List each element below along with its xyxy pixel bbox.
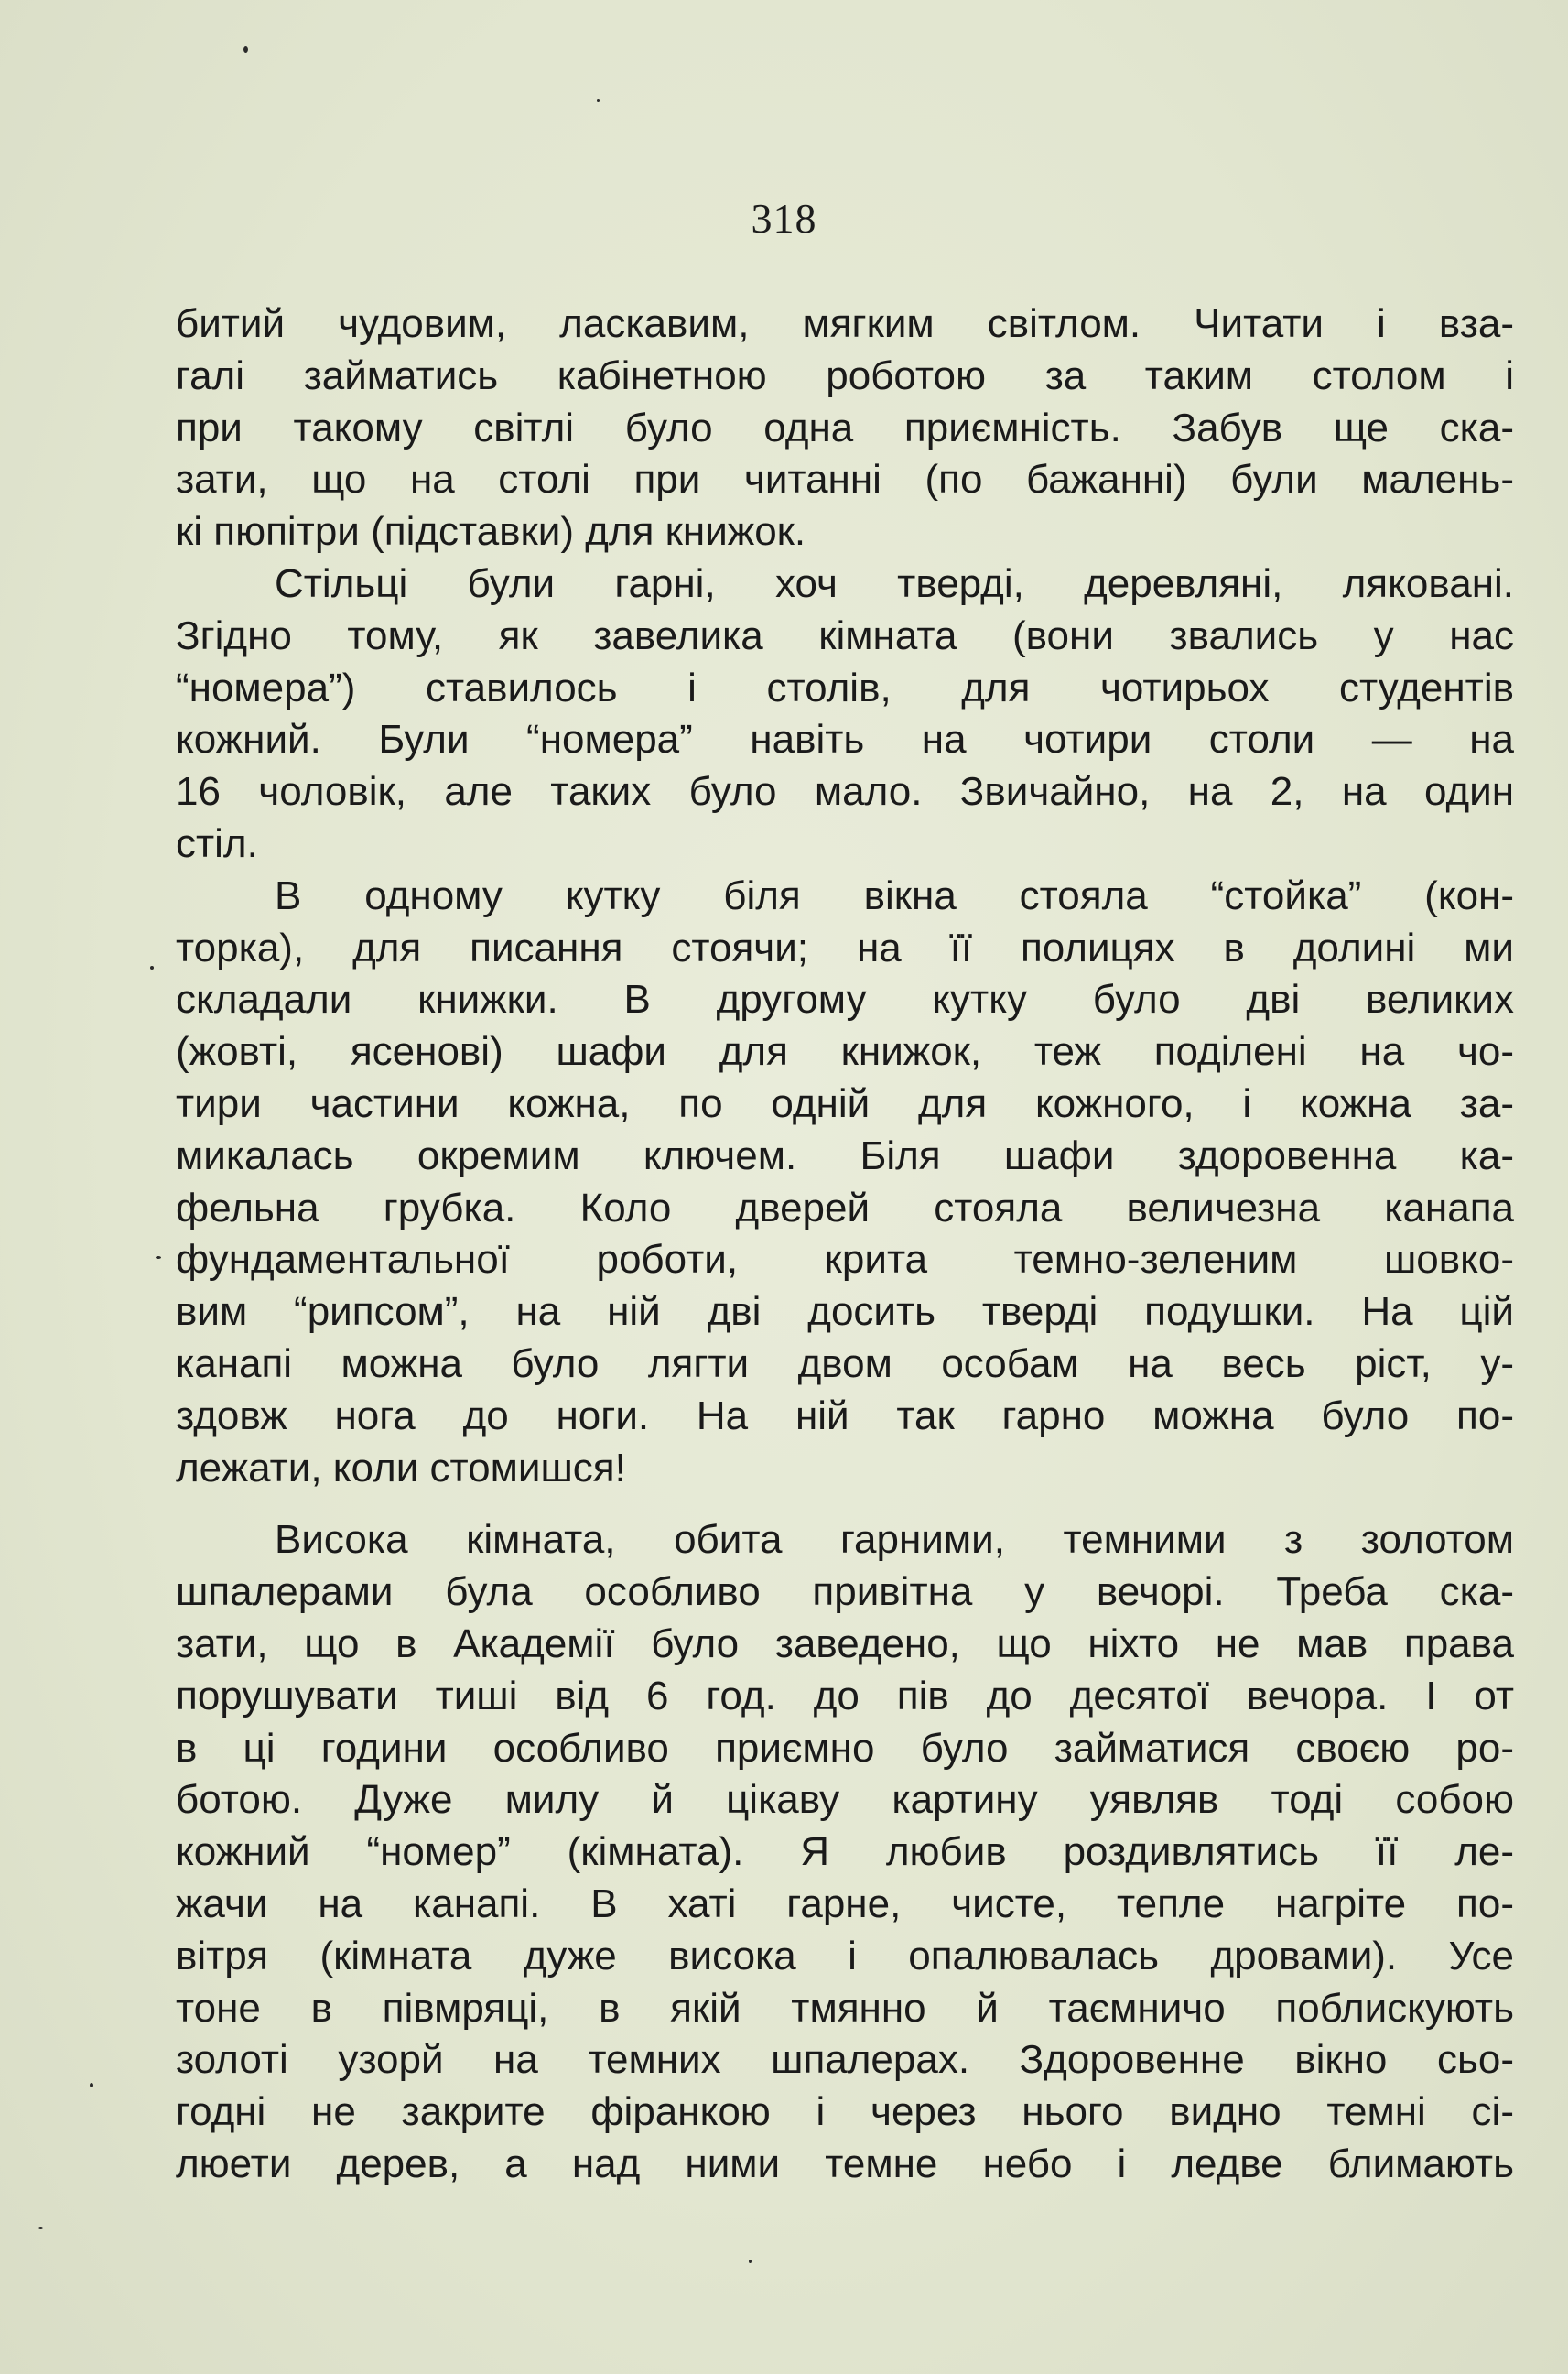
text-line: кожний “номер” (кімната). Я любив роздивлятись її ле- [176,1829,1514,1875]
text-line: вим “рипсом”, на ній дві досить тверді подушки. На цій [176,1289,1514,1335]
text-line: битий чудовим, ласкавим, мягким світлом. Читати і вза- [176,301,1514,346]
text-line: золоті узорй на темних шпалерах. Здоровенне вікно сьо- [176,2037,1514,2083]
text-line: в ці години особливо приємно було займатися своєю ро- [176,1725,1514,1771]
speck [243,46,248,53]
paragraph-gap [176,1494,1514,1514]
text-line: зати, що в Академії було заведено, що ніхто не мав права [176,1621,1514,1666]
text-line: микалась окремим ключем. Біля шафи здоровенна ка- [176,1133,1514,1178]
text-line: Стільці були гарні, хоч тверді, деревляні, ляковані. [275,560,1514,606]
speck [156,1256,161,1259]
speck [150,966,154,970]
text-line: годні не закрите фіранкою і через нього видно темні сі- [176,2089,1514,2135]
text-line: кожний. Були “номера” навіть на чотири столи — на [176,717,1514,763]
text-line: 16 чоловік, але таких було мало. Звичайно, на 2, на один [176,769,1514,815]
text-line: тири частини кожна, по одній для кожного, і кожна за- [176,1080,1514,1126]
page-number: 318 [751,195,817,242]
text-line: (жовті, ясенові) шафи для книжок, теж поділені на чо- [176,1029,1514,1075]
text-line: фундаментальної роботи, крита темно-зеленим шовко- [176,1237,1514,1283]
text-line: вітря (кімната дуже висока і опалювалась дровами). Усе [176,1933,1514,1978]
text-line: Висока кімната, обита гарними, темними з золотом [275,1517,1514,1563]
text-line: кі пюпітри (підставки) для книжок. [176,509,806,555]
paragraph [176,871,1514,1495]
text-line: стіл. [176,820,258,866]
text-line: складали книжки. В другому кутку було дві великих [176,977,1514,1023]
text-line: лежати, коли стомишся! [176,1445,626,1491]
text-line: торка), для писання стоячи; на її полицях в долині ми [176,925,1514,970]
text-line: шпалерами була особливо привітна у вечорі. Треба ска- [176,1569,1514,1615]
text-line: жачи на канапі. В хаті гарне, чисте, тепле нагріте по- [176,1881,1514,1926]
text-line: Згідно тому, як завелика кімната (вони звались у нас [176,612,1514,658]
speck [90,2083,93,2087]
body-text [176,298,1514,2191]
paragraph [176,298,1514,558]
text-line: зати, що на столі при читанні (по бажанні) були малень- [176,457,1514,503]
speck [597,99,600,102]
paragraph [176,1514,1514,2190]
text-line: фельна грубка. Коло дверей стояла величезна канапа [176,1185,1514,1230]
text-line: ботою. Дуже милу й цікаву картину уявляв тоді собою [176,1777,1514,1823]
text-line: люети дерев, а над ними темне небо і ледве блимають [176,2141,1514,2186]
text-line: порушувати тиші від 6 год. до пів до десятої вечора. І от [176,1673,1514,1718]
text-line: галі займатись кабінетною роботою за таким столом і [176,352,1514,398]
text-line: тоне в півмряці, в якій тмянно й таємничо поблискують [176,1985,1514,2031]
speck [38,2227,43,2229]
text-line: здовж нога до ноги. На ній так гарно можна було по- [176,1393,1514,1438]
paragraph [176,558,1514,871]
speck [749,2260,752,2263]
text-line: канапі можна було лягти двом особам на весь ріст, у- [176,1340,1514,1386]
text-line: “номера”) ставилось і столів, для чотирьох студентів [176,665,1514,710]
text-line: В одному кутку біля вікна стояла “стойка” (кон- [275,873,1514,918]
text-line: при такому світлі було одна приємність. Забув ще ска- [176,405,1514,450]
